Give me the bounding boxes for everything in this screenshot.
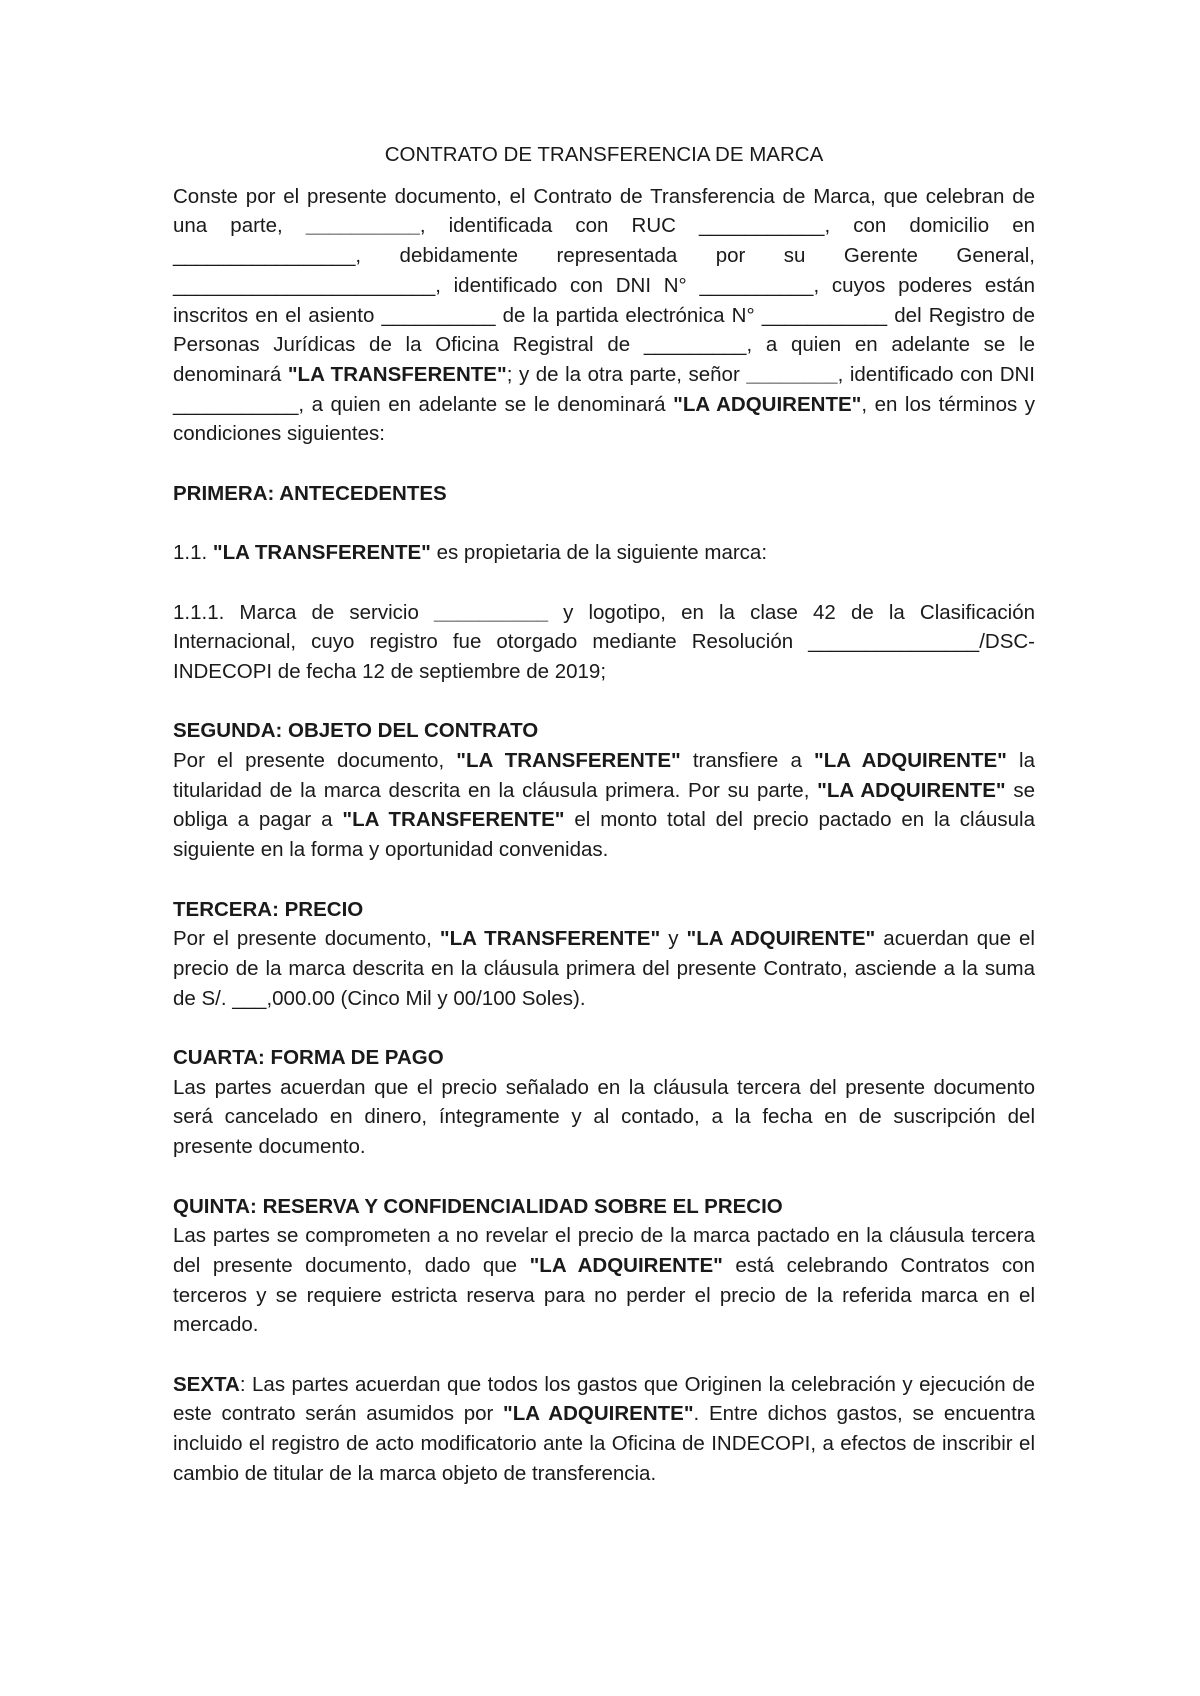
clause-text: Por el presente documento, [173, 927, 440, 951]
section-heading-quinta: QUINTA: RESERVA Y CONFIDENCIALIDAD SOBRE EL PRECIO [173, 1194, 783, 1218]
clause-text: el monto total del precio pactado en la cláusula siguiente en la forma y oportunidad convenidas. [173, 808, 1036, 862]
intro-paragraph [173, 182, 1035, 449]
intro-text: ; y de la otra parte, señor [506, 362, 747, 386]
party-name: "LA TRANSFERENTE" [287, 362, 507, 386]
clause-text: y [660, 927, 687, 951]
party-name: "LA TRANSFERENTE" [342, 808, 565, 832]
clause-text: . Entre dichos gastos, se encuentra incluido el registro de acto modificatorio ante la Oficina de INDECOPI, a efectos de inscribir el cambio de titular de la marca objeto de transferencia. [173, 1402, 1035, 1485]
clause-text: Marca de servicio [224, 600, 434, 624]
sexta-paragraph [173, 1370, 1035, 1489]
cuarta-paragraph: Las partes acuerdan que el precio señalado en la cláusula tercera del presente documento será cancelado en dinero, íntegramente y al contado, a la fecha en de suscripción del presente documento. [173, 1075, 1035, 1159]
quinta-paragraph [173, 1221, 1035, 1340]
document-title: CONTRATO DE TRANSFERENCIA DE MARCA [384, 143, 824, 166]
party-name: "LA TRANSFERENTE" [212, 541, 431, 565]
tercera-paragraph [173, 924, 1035, 1013]
clause-text: Por el presente documento, [173, 749, 457, 772]
clause-text: se obliga a pagar a [173, 778, 1035, 832]
clause-text: transfiere a [680, 749, 814, 772]
party-name: "LA ADQUIRENTE" [503, 1402, 694, 1426]
blank-field: __________ [433, 600, 548, 624]
section-label-sexta: SEXTA [173, 1372, 240, 1396]
clause-1-1-1 [173, 598, 1035, 687]
clause-text: : Las partes acuerdan que todos los gastos que Originen la celebración y ejecución de este contrato serán asumidos por [173, 1372, 1035, 1426]
clause-1-1 [173, 538, 1035, 568]
party-name: "LA TRANSFERENTE" [456, 749, 681, 772]
contract-page [173, 140, 1035, 1518]
blank-field: ________ [746, 362, 838, 386]
clause-number: 1.1.1. [173, 600, 225, 624]
intro-text: , en los términos y condiciones siguientes: [173, 392, 1035, 446]
party-name: "LA ADQUIRENTE" [529, 1253, 723, 1277]
party-name: "LA ADQUIRENTE" [813, 749, 1007, 772]
intro-text: , identificado con DNI ___________, a quien en adelante se le denominará [173, 362, 1036, 416]
section-heading-primera: PRIMERA: ANTECEDENTES [173, 481, 447, 505]
clause-text: y logotipo, en la clase 42 de la Clasificación Internacional, cuyo registro fue otorgado mediante Resolución _______________/DSC-INDECOPI de fecha 12 de septiembre de 2019; [173, 600, 1035, 683]
clause-text: Las partes se comprometen a no revelar el precio de la marca pactado en la cláusula tercera del presente documento, dado que [173, 1224, 1035, 1277]
party-name: "LA ADQUIRENTE" [673, 392, 862, 416]
clause-text: está celebrando Contratos con terceros y se requiere estricta reserva para no perder el precio de la referida marca en el mercado. [173, 1253, 1035, 1337]
section-heading-tercera: TERCERA: PRECIO [173, 897, 364, 921]
intro-text: Conste por el presente documento, el Contrato de Transferencia de Marca, que celebran de una parte, [173, 184, 1035, 238]
clause-number: 1.1. [173, 541, 213, 565]
clause-text: es propietaria de la siguiente marca: [430, 541, 768, 565]
blank-field: __________ [305, 214, 420, 238]
section-heading-segunda: SEGUNDA: OBJETO DEL CONTRATO [173, 719, 539, 743]
intro-text: , identificada con RUC ___________, con domicilio en ________________, debidamente representada por su Gerente General, _______________________, identificado con DNI N° __________, cuyos poderes están inscritos en el asiento __________ de la partida electrónica N° ___________ del Registro de Personas Jurídicas de la Oficina Registral de _________, a quien en adelante se le denominará [173, 214, 1035, 386]
party-name: "LA ADQUIRENTE" [686, 927, 876, 951]
party-name: "LA ADQUIRENTE" [817, 778, 1006, 802]
clause-text: acuerdan que el precio de la marca descrita en la cláusula primera del presente Contrato, asciende a la suma de S/. ___,000.00 (Cinco Mil y 00/100 Soles). [173, 927, 1035, 1010]
section-heading-cuarta: CUARTA: FORMA DE PAGO [173, 1046, 444, 1069]
clause-text: la titularidad de la marca descrita en la cláusula primera. Por su parte, [173, 749, 1035, 802]
segunda-paragraph [173, 746, 1035, 865]
party-name: "LA TRANSFERENTE" [439, 927, 661, 951]
